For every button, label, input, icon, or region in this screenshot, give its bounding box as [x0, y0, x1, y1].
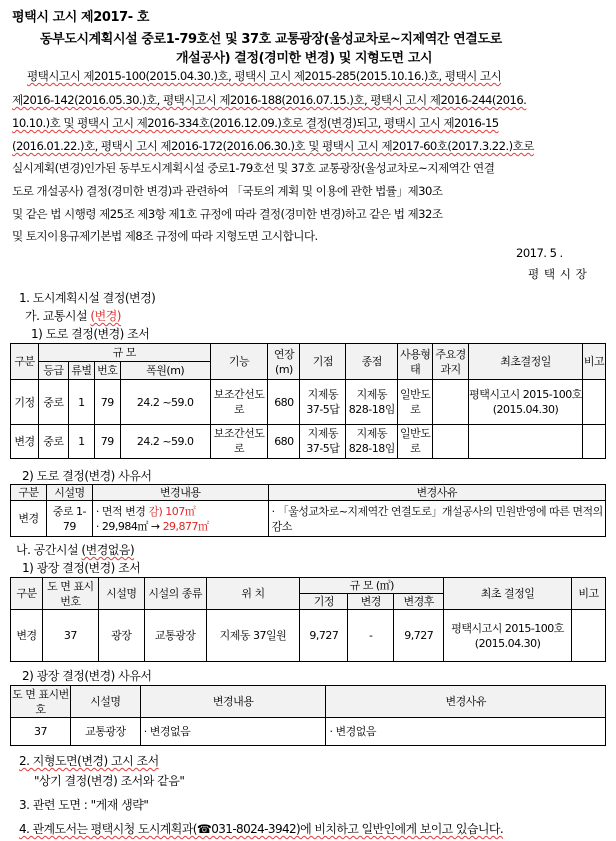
- notice-title-line1: 동부도시계획시설 중로1-79호선 및 37호 교통광장(울성교차로~지제역간 연결도로: [40, 32, 502, 47]
- section-4-heading: 4. 관계도서는 평택시청 도시계획과(☎031-8024-3942)에 비치하고 일반인에게 보이고 있습니다.: [19, 822, 504, 836]
- road-reason-text-value: 「울성교차로~지제역간 연결도로」개설공사의 민원반영에 따른 면적의 감소: [271, 504, 603, 533]
- road-cell: [469, 424, 583, 458]
- signer: 평 택 시 장: [528, 267, 588, 281]
- plaza-decision-table: [10, 577, 606, 662]
- plaza-cell: 평택시고시 2015-100호 (2015.04.30): [444, 610, 572, 662]
- plaza-header-first: 최초 결정일: [444, 578, 572, 610]
- intro-line-5: 실시계획(변경)인가된 동부도시계획시설 중로1-79호선 및 37호 교통광장(울성교차로~지제역간 연결: [12, 161, 495, 175]
- road-cell: 변경: [11, 424, 39, 458]
- plaza-reason-cell: 37: [11, 718, 71, 746]
- road-reason-table: [10, 484, 606, 537]
- road-header-scale: 규 모: [38, 344, 210, 362]
- road-header-number: 번호: [94, 362, 120, 380]
- road-header-usage: 사용형태: [398, 344, 433, 380]
- plaza-cell: 37: [42, 610, 98, 662]
- notice-title-line2: 개설공사) 결정(경미한 변경) 및 지형도면 고시: [176, 51, 433, 66]
- road-reason-name: 중로 1-79: [46, 501, 92, 537]
- plaza-header-location: 위 치: [206, 578, 300, 610]
- road-cell: 중로: [38, 424, 68, 458]
- intro-line-1: 평택시고시 제2015-100(2015.04.30.)호, 평택시 고시 제2015-285(2015.10.16.)호, 평택시 고시: [27, 69, 502, 83]
- plaza-header-type: 시설의 종류: [144, 578, 206, 610]
- intro-line-7: 및 같은 법 시행령 제25조 제3항 제1호 규정에 따라 결정(경미한 변경)하고 같은 법 제32조: [12, 207, 443, 221]
- plaza-reason-header-name: 시설명: [70, 686, 140, 718]
- plaza-header-map-no: 도 면 표시번호: [42, 578, 98, 610]
- road-decision-table: [10, 343, 606, 459]
- plaza-cell: 9,727: [300, 610, 348, 662]
- road-header-width: 폭원(m): [120, 362, 210, 380]
- road-header-end: 종점: [346, 344, 398, 380]
- intro-line-3: 10.10.)호 및 평택시 고시 제2016-334호(2016.12.09.)호로 결정(변경)되고, 평택시 고시 제2016-15: [12, 116, 499, 130]
- section-2-text: "상기 결정(변경) 조서와 같음": [34, 774, 185, 788]
- road-header-via: 주요경과지: [433, 344, 469, 380]
- section-2-heading: 2. 지형도면(변경) 고시 조서: [19, 754, 159, 768]
- plaza-header-after: 변경후: [394, 594, 444, 610]
- section-1-ga-label: 가. 교통시설: [25, 309, 88, 323]
- plaza-cell: -: [348, 610, 394, 662]
- intro-line-8: 및 토지이용규제기본법 제8조 규정에 따라 지형도면 고시합니다.: [12, 229, 318, 243]
- section-1-heading: 1. 도시계획시설 결정(변경): [19, 291, 156, 305]
- section-1-ga-tag: (변경): [90, 309, 121, 323]
- road-cell: 중로: [38, 380, 68, 424]
- road-cell: 24.2 ~59.0: [120, 424, 210, 458]
- road-header-class: 류별: [68, 362, 94, 380]
- road-cell: 일반도로: [398, 380, 433, 424]
- road-cell: 79: [94, 380, 120, 424]
- road-cell: 79: [94, 424, 120, 458]
- road-cell: 기정: [11, 380, 39, 424]
- road-table-caption: 1) 도로 결정(변경) 조서: [31, 327, 150, 341]
- table-row: [11, 501, 606, 537]
- road-cell: 보조간선도로: [210, 424, 268, 458]
- plaza-cell: [572, 610, 606, 662]
- road-cell: 지제동 828-18임: [346, 380, 398, 424]
- plaza-header-note: 비고: [572, 578, 606, 610]
- road-cell: 680: [268, 380, 300, 424]
- road-reason-caption: 2) 도로 결정(변경) 사유서: [22, 469, 152, 483]
- table-row: [11, 380, 606, 424]
- road-header-gubun: 구분: [11, 344, 39, 380]
- road-reason-delta: 감) 107㎡: [148, 504, 196, 518]
- road-cell: 1: [68, 424, 94, 458]
- intro-line-6: 도로 개설공사) 결정(경미한 변경)과 관련하여 「국토의 계획 및 이용에 관한 법률」제30조: [12, 184, 443, 198]
- road-cell: [433, 424, 469, 458]
- road-header-length: 연장(m): [268, 344, 300, 380]
- road-cell: 지제동 37-5답: [300, 380, 346, 424]
- table-row: [11, 424, 606, 458]
- plaza-header-scale: 규 모 (㎡): [300, 578, 444, 594]
- section-na-heading: [16, 541, 134, 558]
- road-cell: 24.2 ~59.0: [120, 380, 210, 424]
- road-reason-prefix: 면적 변경: [101, 504, 146, 518]
- plaza-cell: 지제동 37일원: [206, 610, 300, 662]
- road-header-start: 기점: [300, 344, 346, 380]
- road-cell: 일반도로: [398, 424, 433, 458]
- road-cell: [582, 424, 605, 458]
- road-reason-header-content: 변경내용: [92, 485, 268, 501]
- road-cell: 보조간선도로: [210, 380, 268, 424]
- plaza-header-change: 변경: [348, 594, 394, 610]
- plaza-reason-table: [10, 685, 606, 746]
- road-cell: 1: [68, 380, 94, 424]
- notice-date: 2017. 5 .: [516, 246, 563, 260]
- road-reason-header-reason: 변경사유: [268, 485, 605, 501]
- table-row: [11, 718, 606, 746]
- section-3-heading: 3. 관련 도면 : "게재 생략": [19, 798, 149, 812]
- plaza-reason-header-map-no: 도 면 표시번호: [12, 687, 69, 716]
- road-cell: 지제동 37-5답: [300, 424, 346, 458]
- plaza-cell: 변경: [11, 610, 43, 662]
- plaza-reason-header-reason: 변경사유: [326, 686, 606, 718]
- plaza-reason-caption: 2) 광장 결정(변경) 사유서: [22, 669, 152, 683]
- plaza-cell: 광장: [98, 610, 144, 662]
- plaza-reason-cell: 교통광장: [70, 718, 140, 746]
- road-reason-header-gubun: 구분: [11, 485, 47, 501]
- plaza-reason-header-content: 변경내용: [140, 686, 326, 718]
- road-header-note: 비고: [582, 344, 605, 380]
- section-1-ga-heading: [25, 307, 121, 324]
- road-header-first: 최초결정일: [469, 344, 583, 380]
- road-reason-to: 29,877㎡: [162, 519, 209, 533]
- plaza-header-name: 시설명: [98, 578, 144, 610]
- plaza-reason-cell: · 변경없음: [326, 718, 606, 746]
- road-reason-header-name: 시설명: [46, 485, 92, 501]
- plaza-header-gubun: 구분: [11, 578, 43, 610]
- road-reason-from: 29,984㎡ →: [101, 519, 160, 533]
- intro-line-4: (2016.01.22.)호, 평택시 고시 제2016-172(2016.06.30.)호 및 평택시 고시 제2017-60호(2017.3.22.)호로: [12, 139, 534, 153]
- section-na-label: 나. 공간시설: [16, 543, 79, 557]
- notice-number: 평택시 고시 제2017- 호: [12, 10, 150, 25]
- road-cell: 680: [268, 424, 300, 458]
- road-reason-content: · 면적 변경 감) 107㎡ · 29,984㎡ → 29,877㎡: [92, 501, 268, 537]
- road-header-function: 기능: [210, 344, 268, 380]
- plaza-cell: 9,727: [394, 610, 444, 662]
- road-reason-gubun: 변경: [11, 501, 47, 537]
- intro-line-2: 제2016-142(2016.05.30.)호, 평택시고시 제2016-188(2016.07.15.)호, 평택시 고시 제2016-244(2016.: [12, 93, 527, 107]
- plaza-table-caption: 1) 광장 결정(변경) 조서: [22, 561, 141, 575]
- road-reason-text: · 「울성교차로~지제역간 연결도로」개설공사의 민원반영에 따른 면적의 감소: [268, 501, 605, 537]
- plaza-header-existing: 기정: [300, 594, 348, 610]
- table-row: [11, 610, 606, 662]
- road-cell: [582, 380, 605, 424]
- road-cell: 평택시고시 2015-100호 (2015.04.30): [469, 380, 583, 424]
- road-header-grade: 등급: [38, 362, 68, 380]
- section-na-tag: (변경없음): [81, 543, 135, 557]
- plaza-cell: 교통광장: [144, 610, 206, 662]
- road-cell: [433, 380, 469, 424]
- plaza-reason-cell: · 변경없음: [140, 718, 326, 746]
- road-cell: 지제동 828-18임: [346, 424, 398, 458]
